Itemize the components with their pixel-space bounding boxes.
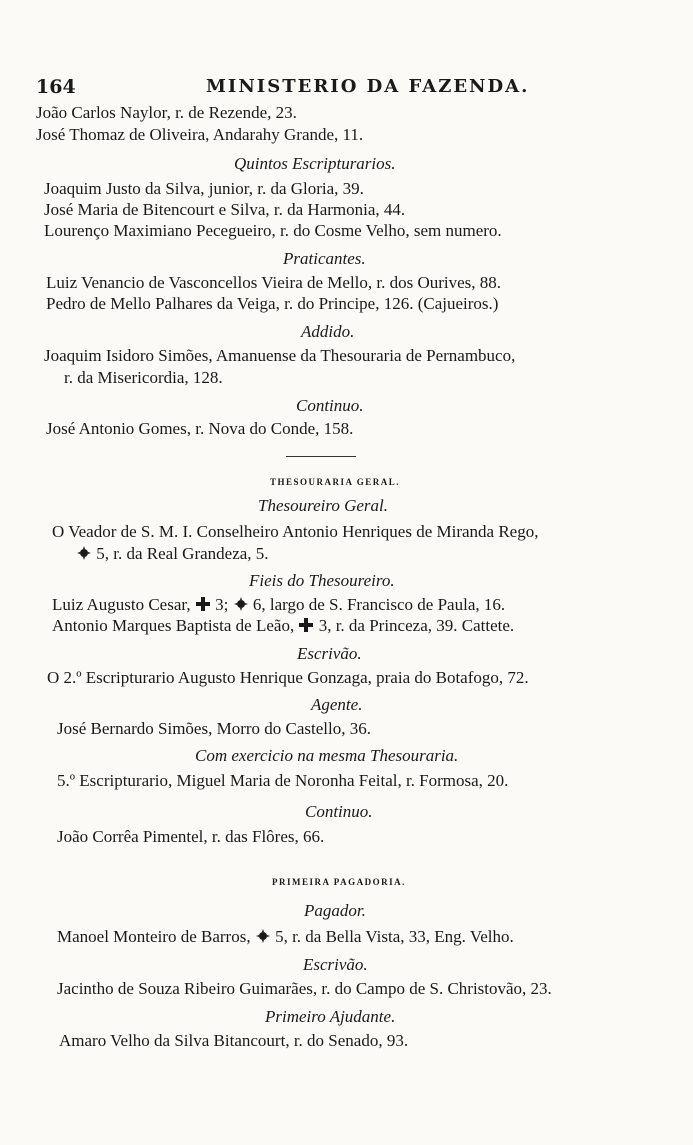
section-heading: Thesoureiro Geral. bbox=[258, 496, 389, 515]
entry-line: João Corrêa Pimentel, r. das Flôres, 66. bbox=[57, 827, 325, 846]
entry-text: 5, r. da Real Grandeza, 5. bbox=[96, 544, 269, 563]
section-heading: Quintos Escripturarios. bbox=[234, 154, 396, 173]
entry-line: O 2.º Escripturario Augusto Henrique Gonzaga, praia do Botafogo, 72. bbox=[47, 668, 529, 687]
entry-line: r. da Misericordia, 128. bbox=[64, 368, 223, 387]
section-heading: Com exercicio na mesma Thesouraria. bbox=[195, 746, 459, 765]
entry-line: José Maria de Bitencourt e Silva, r. da Harmonia, 44. bbox=[44, 200, 406, 219]
section-heading: Addido. bbox=[301, 322, 355, 341]
page-number: 164 bbox=[36, 76, 76, 98]
entry-text: Manoel Monteiro de Barros, bbox=[57, 927, 251, 946]
page-title: MINISTERIO DA FAZENDA. bbox=[206, 76, 530, 97]
entry-line: Pedro de Mello Palhares da Veiga, r. do Principe, 126. (Cajueiros.) bbox=[46, 294, 499, 313]
page-header bbox=[36, 76, 656, 100]
entry-line: José Bernardo Simões, Morro do Castello, 36. bbox=[57, 719, 371, 738]
entry-text: Antonio Marques Baptista de Leão, bbox=[52, 616, 295, 635]
entry-text: 3; bbox=[215, 595, 229, 614]
entry-text: Luiz Augusto Cesar, bbox=[52, 595, 191, 614]
section-heading: Escrivão. bbox=[297, 644, 362, 663]
order-of-the-rose-icon bbox=[255, 928, 271, 944]
divider bbox=[286, 456, 356, 457]
section-heading: Fieis do Thesoureiro. bbox=[249, 571, 395, 590]
entry-text: 3, r. da Princeza, 39. Cattete. bbox=[318, 616, 515, 635]
section-title: PRIMEIRA PAGADORIA. bbox=[272, 877, 406, 887]
entry-line: Lourenço Maximiano Pecegueiro, r. do Cosme Velho, sem numero. bbox=[44, 221, 502, 240]
entry-line-with-order bbox=[57, 926, 514, 948]
entry-text: 5, r. da Bella Vista, 33, Eng. Velho. bbox=[275, 927, 514, 946]
entry-line: Joaquim Isidoro Simões, Amanuense da Thesouraria de Pernambuco, bbox=[44, 346, 516, 365]
order-of-the-rose-icon bbox=[76, 545, 92, 561]
entry-line: Jacintho de Souza Ribeiro Guimarães, r. do Campo de S. Christovão, 23. bbox=[57, 979, 552, 998]
entry-line: O Veador de S. M. I. Conselheiro Antonio Henriques de Miranda Rego, bbox=[52, 522, 539, 541]
entry-line: Amaro Velho da Silva Bitancourt, r. do Senado, 93. bbox=[59, 1031, 409, 1050]
entry-line-with-order bbox=[52, 615, 514, 637]
order-of-christ-cross-icon bbox=[298, 617, 314, 633]
order-of-christ-cross-icon bbox=[195, 596, 211, 612]
entry-line: Luiz Venancio de Vasconcellos Vieira de Mello, r. dos Ourives, 88. bbox=[46, 273, 502, 292]
section-title: THESOURARIA GERAL. bbox=[270, 477, 401, 487]
entry-text: 6, largo de S. Francisco de Paula, 16. bbox=[252, 595, 506, 614]
entry-line-with-orders bbox=[52, 594, 505, 616]
entry-line: Joaquim Justo da Silva, junior, r. da Gloria, 39. bbox=[44, 179, 364, 198]
entry-line: 5.º Escripturario, Miguel Maria de Noronha Feital, r. Formosa, 20. bbox=[57, 771, 509, 790]
section-heading: Escrivão. bbox=[303, 955, 368, 974]
entry-line: José Antonio Gomes, r. Nova do Conde, 158. bbox=[46, 419, 354, 438]
entry-line: José Thomaz de Oliveira, Andarahy Grande, 11. bbox=[36, 125, 364, 144]
section-heading: Pagador. bbox=[304, 901, 366, 920]
order-of-the-rose-icon bbox=[233, 596, 249, 612]
section-heading: Continuo. bbox=[296, 396, 364, 415]
section-heading: Agente. bbox=[311, 695, 363, 714]
section-heading: Primeiro Ajudante. bbox=[265, 1007, 396, 1026]
section-heading: Continuo. bbox=[305, 802, 373, 821]
entry-line: João Carlos Naylor, r. de Rezende, 23. bbox=[36, 103, 297, 122]
section-heading: Praticantes. bbox=[283, 249, 366, 268]
entry-line-with-order bbox=[76, 543, 269, 565]
